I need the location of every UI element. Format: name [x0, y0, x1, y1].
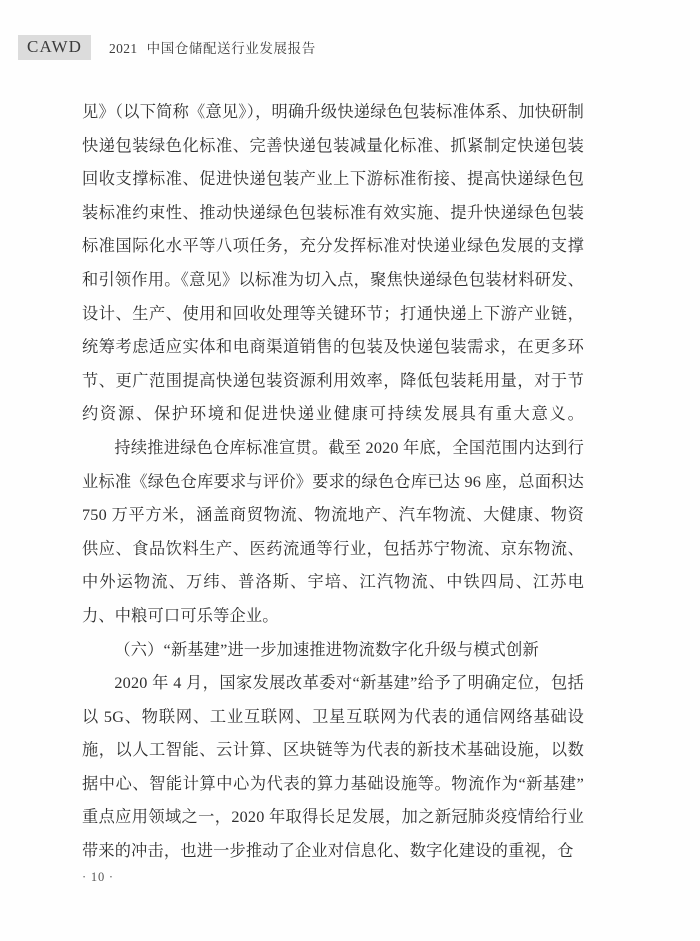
header-year: 2021: [108, 41, 138, 56]
cawd-logo: [18, 35, 91, 60]
page-footer: [82, 868, 584, 886]
document-body: [82, 96, 584, 869]
cawd-logo-text: CAWD: [27, 36, 82, 56]
header-report-title: 中国仓储配送行业发展报告: [146, 41, 316, 56]
page-number: · 10 ·: [82, 870, 114, 884]
paragraph-green-warehouse-standard: 持续推进绿色仓库标准宣贯。截至 2020 年底，全国范围内达到行业标准《绿色仓库要求与评价》要求的绿色仓库已达 96 座，总面积达 750 万平方米，涵盖商贸物流、物流地产、汽车物流、大健康、物资供应、食品饮料生产、医药流通等行业，包括苏宁物流、京东物流、中外运物流、万纬、普洛斯、宇培、江汽物流、中铁四局、江苏电力、中粮可口可乐等企业。: [82, 438, 584, 625]
paragraph-express-green-packaging: 见》（以下简称《意见》），明确升级快递绿色包装标准体系、加快研制快递包装绿色化标准、完善快递包装减量化标准、抓紧制定快递包装回收支撑标准、促进快递包装产业上下游标准衔接、提高快递绿色包装标准约束性、推动快递绿色包装标准有效实施、提升快递绿色包装标准国际化水平等八项任务，充分发挥标准对快递业绿色发展的支撑和引领作用。《意见》以标准为切入点，聚焦快递绿色包装材料研发、设计、生产、使用和回收处理等关键环节；打通快递上下游产业链，统筹考虑适应实体和电商渠道销售的包装及快递包装需求，在更多环节、更广范围提高快递包装资源利用效率，降低包装耗用量，对于节约资源、保护环境和促进快递业健康可持续发展具有重大意义。: [82, 103, 584, 424]
page-header: [18, 32, 682, 62]
section-heading-new-infrastructure: （六）“新基建”进一步加速推进物流数字化升级与模式创新: [114, 640, 539, 659]
paragraph-new-infrastructure-definition: 2020 年 4 月，国家发展改革委对“新基建”给予了明确定位，包括以 5G、物联网、工业互联网、卫星互联网为代表的通信网络基础设施，以人工智能、云计算、区块链等为代表的新技术基础设施，以数据中心、智能计算中心为代表的算力基础设施等。物流作为“新基建”重点应用领域之一，2020 年取得长足发展，加之新冠肺炎疫情给行业带来的冲击，也进一步推动了企业对信息化、数字化建设的重视，仓: [82, 674, 584, 861]
header-title-group: [109, 37, 316, 57]
